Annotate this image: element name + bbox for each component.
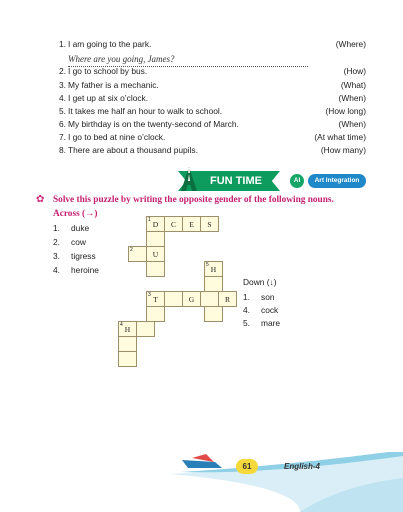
crossword-cell[interactable] — [146, 261, 165, 277]
crossword-cell[interactable] — [118, 351, 137, 367]
question-number: 1. — [59, 39, 66, 49]
cell-letter — [165, 292, 182, 306]
crossword-cell[interactable] — [118, 336, 137, 352]
cell-letter: G — [188, 295, 195, 304]
crossword-cell[interactable] — [146, 291, 165, 307]
question-item — [54, 131, 366, 144]
across-clue — [53, 236, 86, 248]
sample-answer: Where are you going, James? — [68, 52, 308, 67]
question-number: 6. — [59, 119, 66, 129]
clue-word: duke — [71, 223, 90, 233]
cell-letter — [205, 307, 222, 321]
cell-letter: T — [153, 295, 158, 304]
question-number: 2. — [59, 66, 66, 76]
question-text: I get up at six o’clock. — [68, 93, 149, 103]
crossword-cell[interactable] — [200, 291, 219, 307]
cell-letter — [147, 232, 164, 246]
question-item — [54, 79, 366, 92]
question-cue: (At what time) — [314, 132, 366, 142]
question-cue: (How many) — [320, 145, 366, 155]
crossword-cell[interactable] — [218, 291, 237, 307]
question-cue: (What) — [340, 80, 366, 90]
question-cue: (When) — [338, 119, 366, 129]
clue-number: 5. — [243, 318, 250, 328]
letter-a-icon — [181, 167, 197, 191]
crossword-cell[interactable] — [182, 216, 201, 232]
crossword-cell[interactable] — [164, 216, 183, 232]
cell-number: 4 — [120, 322, 123, 328]
cell-letter: H — [124, 325, 131, 334]
crossword-cell[interactable] — [146, 246, 165, 262]
question-number: 8. — [59, 145, 66, 155]
crossword-cell[interactable] — [182, 291, 201, 307]
question-item — [54, 38, 366, 51]
cell-letter: D — [152, 220, 159, 229]
cell-number: 3 — [148, 292, 151, 298]
down-clue — [243, 317, 280, 329]
cell-letter: E — [189, 220, 194, 229]
clue-number: 1. — [243, 292, 250, 302]
cell-letter: C — [170, 220, 176, 229]
down-heading: Down (↓) — [243, 277, 277, 287]
clue-word: cow — [71, 237, 86, 247]
question-text: My father is a mechanic. — [68, 80, 159, 90]
cell-letter: S — [207, 220, 212, 229]
cell-number: 2 — [130, 247, 133, 253]
cell-letter: R — [224, 295, 230, 304]
question-text: I go to school by bus. — [68, 66, 148, 76]
footer-wave-decoration — [0, 452, 403, 512]
clue-word: heroine — [71, 265, 99, 275]
cell-letter — [147, 262, 164, 276]
crossword-cell[interactable] — [118, 321, 137, 337]
crossword-cell[interactable] — [204, 306, 223, 322]
question-item — [54, 144, 366, 157]
question-cue: (How long) — [325, 106, 366, 116]
question-item — [54, 118, 366, 131]
page-number: 61 — [236, 459, 258, 474]
crossword-cell[interactable] — [146, 216, 165, 232]
across-clue — [53, 250, 96, 262]
question-item — [54, 105, 366, 118]
question-cue: (When) — [338, 93, 366, 103]
clue-number: 4. — [243, 305, 250, 315]
cell-letter — [147, 307, 164, 321]
question-number: 3. — [59, 80, 66, 90]
fun-time-label: FUN TIME — [210, 175, 262, 187]
cell-letter — [201, 292, 218, 306]
book-subject: English-4 — [284, 462, 321, 471]
question-cue: (How) — [343, 66, 366, 76]
clue-number: 4. — [53, 265, 60, 275]
art-integration-badge: Art Integration — [308, 174, 366, 188]
clue-word: son — [261, 292, 275, 302]
question-text: There are about a thousand pupils. — [68, 145, 198, 155]
question-cue: (Where) — [335, 39, 366, 49]
crossword-cell[interactable] — [200, 216, 219, 232]
cell-letter: H — [210, 265, 217, 274]
crossword-cell[interactable] — [204, 276, 223, 292]
across-clue — [53, 222, 89, 234]
across-clue — [53, 264, 99, 276]
clue-number: 3. — [53, 251, 60, 261]
cell-letter — [205, 277, 222, 291]
across-heading: Across (→) — [53, 209, 98, 219]
crossword-cell[interactable] — [146, 306, 165, 322]
question-item — [54, 92, 366, 105]
question-text: My birthday is on the twenty-second of March. — [68, 119, 239, 129]
clue-number: 2. — [53, 237, 60, 247]
cell-letter — [137, 322, 154, 336]
question-text: It takes me half an hour to walk to school. — [68, 106, 223, 116]
crossword-cell[interactable] — [164, 291, 183, 307]
clue-number: 1. — [53, 223, 60, 233]
cell-letter — [119, 337, 136, 351]
cell-letter: U — [152, 250, 159, 259]
crossword-cell[interactable] — [128, 246, 147, 262]
crossword-cell[interactable] — [136, 321, 155, 337]
clue-word: cock — [261, 305, 279, 315]
cell-number: 1 — [148, 217, 151, 223]
crossword-cell[interactable] — [146, 231, 165, 247]
cell-letter — [129, 247, 146, 261]
question-text: I am going to the park. — [68, 39, 152, 49]
down-clue — [243, 304, 278, 316]
down-clue — [243, 291, 275, 303]
puzzle-instruction: Solve this puzzle by writing the opposite gender of the following nouns. — [53, 195, 334, 205]
cell-number: 5 — [206, 262, 209, 268]
clue-word: tigress — [71, 251, 96, 261]
ai-badge: AI — [290, 174, 304, 188]
cell-letter — [119, 352, 136, 366]
question-number: 7. — [59, 132, 66, 142]
flower-bullet-icon: ✿ — [36, 194, 45, 205]
question-number: 4. — [59, 93, 66, 103]
crossword-cell[interactable] — [204, 261, 223, 277]
clue-word: mare — [261, 318, 281, 328]
question-text: I go to bed at nine o’clock. — [68, 132, 166, 142]
question-number: 5. — [59, 106, 66, 116]
question-item — [54, 65, 366, 78]
